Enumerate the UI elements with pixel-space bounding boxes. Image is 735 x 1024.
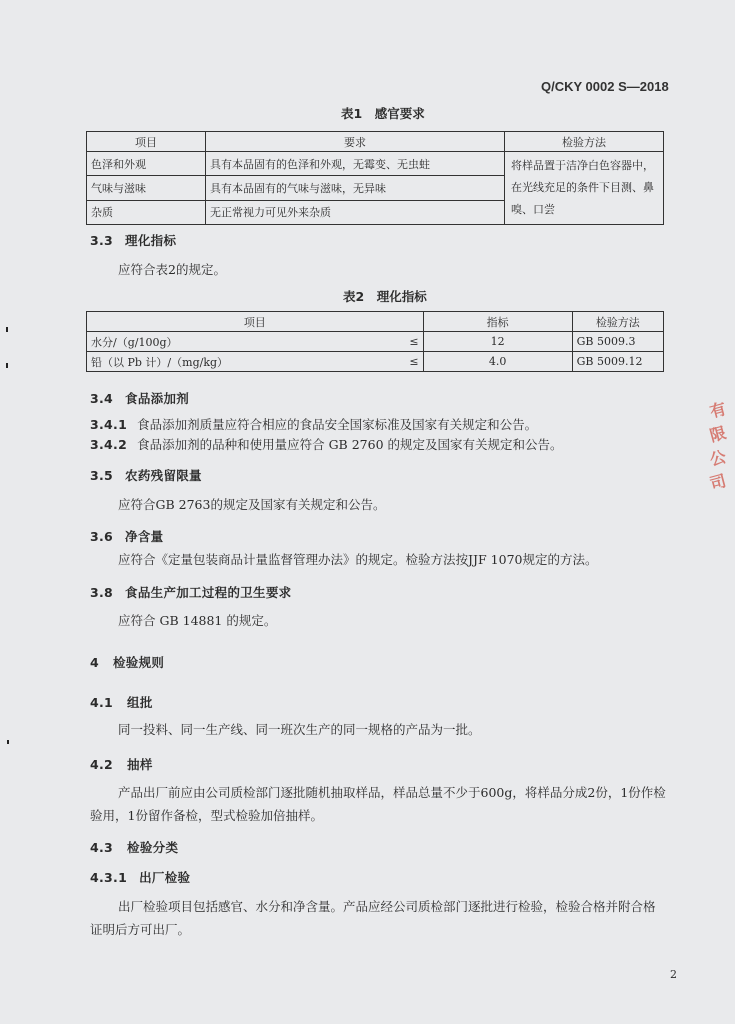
page-number: 2	[670, 968, 677, 981]
section-4-3-1-heading	[90, 868, 190, 886]
section-4-3-1-text-line1: 出厂检验项目包括感官、水分和净含量。产品应经公司质检部门逐批进行检验，检验合格并附合格	[118, 899, 656, 914]
section-3-5-text: 应符合GB 2763的规定及国家有关规定和公告。	[118, 497, 386, 512]
section-4-heading	[90, 653, 164, 671]
table-cell: 12	[423, 332, 572, 352]
section-title: 抽样	[127, 757, 153, 772]
section-4-2-text-line1: 产品出厂前应由公司质检部门逐批随机抽取样品，样品总量不少于600g，将样品分成2份，1份作检	[118, 785, 666, 800]
table-row	[87, 352, 664, 372]
table-header-row	[87, 132, 664, 152]
section-number: 3.3	[90, 233, 114, 248]
section-number: 4.3	[90, 840, 114, 855]
section-3-5-heading	[90, 466, 202, 484]
table-header-cell: 要求	[206, 132, 505, 152]
section-4-1-text: 同一投料、同一生产线、同一班次生产的同一规格的产品为一批。	[118, 722, 481, 737]
company-seal: 有 限 公 司	[707, 399, 729, 494]
table-cell-operator: ≤	[395, 332, 424, 352]
table-cell: 气味与滋味	[87, 176, 206, 200]
section-number: 3.6	[90, 529, 114, 544]
section-number: 4.2	[90, 757, 114, 772]
table2	[86, 311, 664, 372]
section-number: 3.5	[90, 468, 114, 483]
section-3-8-text: 应符合 GB 14881 的规定。	[118, 613, 277, 628]
section-4-2-heading	[90, 755, 153, 773]
section-title: 检验规则	[113, 655, 165, 670]
section-4-3-heading	[90, 838, 178, 856]
table-row	[87, 152, 664, 176]
table-cell-method: 将样品置于洁净白色容器中，在光线充足的条件下目测、鼻嗅、口尝	[505, 152, 664, 225]
table-cell: 色泽和外观	[87, 152, 206, 176]
section-text: 食品添加剂质量应符合相应的食品安全国家标准及国家有关规定和公告。	[137, 417, 538, 432]
table-cell: 具有本品固有的气味与滋味，无异味	[206, 176, 505, 200]
section-title: 净含量	[125, 529, 164, 544]
table1-caption: 表1 感官要求	[341, 106, 425, 121]
section-3-3-text: 应符合表2的规定。	[118, 262, 226, 277]
table-header-cell: 检验方法	[505, 132, 664, 152]
table-row	[87, 332, 664, 352]
section-3-6-text: 应符合《定量包装商品计量监督管理办法》的规定。检验方法按JJF 1070规定的方法。	[118, 552, 598, 567]
section-3-4-2	[90, 435, 563, 453]
scan-mark	[6, 327, 8, 332]
table-cell: 4.0	[423, 352, 572, 372]
section-text: 食品添加剂的品种和使用量应符合 GB 2760 的规定及国家有关规定和公告。	[137, 437, 563, 452]
section-3-4-heading	[90, 389, 189, 407]
table1	[86, 131, 664, 225]
table2-caption: 表2 理化指标	[343, 289, 427, 304]
table-cell: 具有本品固有的色泽和外观，无霉变、无虫蛀	[206, 152, 505, 176]
section-title: 理化指标	[125, 233, 177, 248]
table-cell-operator: ≤	[395, 352, 424, 372]
section-number: 3.4	[90, 391, 114, 406]
table-header-cell: 项目	[87, 312, 424, 332]
section-number: 4.3.1	[90, 870, 128, 885]
scan-mark	[7, 740, 9, 744]
section-3-4-1	[90, 415, 537, 433]
section-3-8-heading	[90, 583, 291, 601]
section-4-1-heading	[90, 693, 153, 711]
table-cell: 水分/（g/100g）	[87, 332, 395, 352]
scan-mark	[6, 363, 8, 368]
section-title: 出厂检验	[139, 870, 191, 885]
table-header-cell: 项目	[87, 132, 206, 152]
table-cell: GB 5009.12	[572, 352, 663, 372]
table-header-row	[87, 312, 664, 332]
section-3-3-heading	[90, 231, 176, 249]
section-number: 3.4.1	[90, 417, 128, 432]
section-number: 4.1	[90, 695, 114, 710]
table-cell: GB 5009.3	[572, 332, 663, 352]
section-4-3-1-text-line2: 证明后方可出厂。	[90, 922, 191, 937]
standard-code: Q/CKY 0002 S—2018	[541, 79, 669, 94]
section-4-2-text-line2: 验用，1份留作备检，型式检验加倍抽样。	[90, 808, 323, 823]
table-cell: 无正常视力可见外来杂质	[206, 200, 505, 224]
table-header-cell: 指标	[423, 312, 572, 332]
section-number: 4	[90, 655, 99, 670]
table-header-cell: 检验方法	[572, 312, 663, 332]
section-title: 食品添加剂	[125, 391, 190, 406]
section-title: 组批	[127, 695, 153, 710]
section-title: 农药残留限量	[125, 468, 202, 483]
section-number: 3.4.2	[90, 437, 128, 452]
section-3-6-heading	[90, 527, 163, 545]
table-cell: 铅（以 Pb 计）/（mg/kg）	[87, 352, 395, 372]
section-title: 检验分类	[127, 840, 179, 855]
section-number: 3.8	[90, 585, 114, 600]
table-cell: 杂质	[87, 200, 206, 224]
section-title: 食品生产加工过程的卫生要求	[125, 585, 292, 600]
